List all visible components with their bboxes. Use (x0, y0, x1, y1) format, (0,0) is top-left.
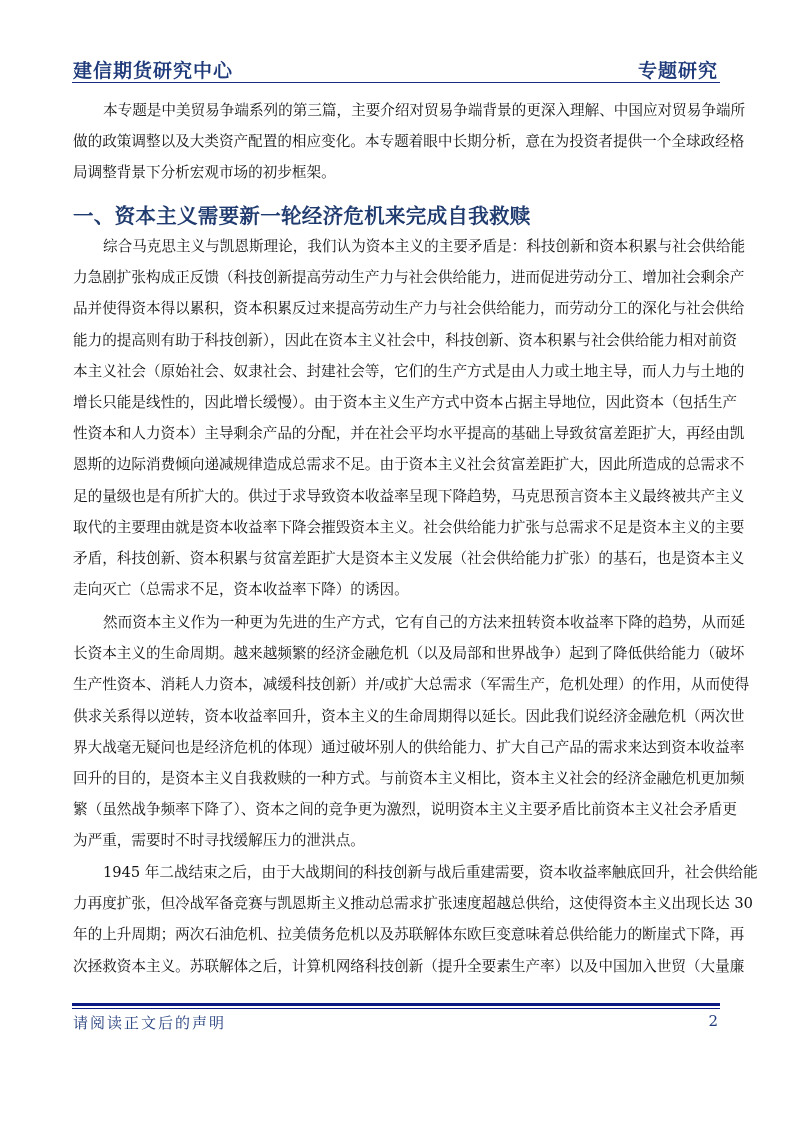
paragraph-contradiction (73, 231, 746, 605)
text-line: 本主义社会（原始社会、奴隶社会、封建社会等，它们的生产方式是由人力或土地主导，而人力与土地的 (73, 362, 745, 380)
text-line: 综合马克思主义与凯恩斯理论，我们认为资本主义的主要矛盾是：科技创新和资本积累与社会供给能 (103, 238, 746, 255)
header-divider (72, 82, 720, 83)
paragraph-crisis (73, 607, 750, 857)
footer-divider-thin (72, 1008, 720, 1009)
header-section-name: 专题研究 (637, 60, 718, 82)
text-line: 能力的提高则有助于科技创新），因此在资本主义社会中，科技创新、资本积累与社会供给能力相对前资 (73, 331, 738, 349)
text-line: 矛盾，科技创新、资本积累与贫富差距扩大是资本主义发展（社会供给能力扩张）的基石，也是资本主义 (73, 549, 745, 567)
text-line: 品并使得资本得以累积，资本积累反过来提高劳动生产力与社会供给能力，而劳动分工的深化与社会供给 (73, 300, 745, 318)
text-line: 然而资本主义作为一种更为先进的生产方式，它有自己的方法来扭转资本收益率下降的趋势，从而延 (103, 614, 746, 631)
text-line: 1945 年二战结束之后，由于大战期间的科技创新与战后重建需要，资本收益率触底回升，社会供给能 (103, 864, 758, 881)
text-line: 本专题是中美贸易争端系列的第三篇，主要介绍对贸易争端背景的更深入理解、中国应对贸易争端所 (103, 102, 746, 119)
text-line: 供求关系得以逆转，资本收益率回升，资本主义的生命周期得以延长。因此我们说经济金融危机（两次世 (73, 707, 745, 725)
text-line: 界大战毫无疑问也是经济危机的体现）通过破坏别人的供给能力、扩大自己产品的需求来达到资本收益率 (73, 738, 745, 756)
text-line: 走向灭亡（总需求不足，资本收益率下降）的诱因。 (73, 581, 409, 599)
text-line: 恩斯的边际消费倾向递减规律造成总需求不足。由于资本主义社会贫富差距扩大，因此所造成的总需求不 (73, 456, 745, 474)
text-line: 性资本和人力资本）主导剩余产品的分配，并在社会平均水平提高的基础上导致贫富差距扩大，再经由凯 (73, 425, 745, 443)
text-line: 次拯救资本主义。苏联解体之后，计算机网络科技创新（提升全要素生产率）以及中国加入世贸（大量廉 (73, 957, 745, 975)
footer-disclaimer: 请阅读正文后的声明 (73, 1014, 227, 1032)
text-line: 取代的主要理由就是资本收益率下降会摧毁资本主义。社会供给能力扩张与总需求不足是资本主义的主要 (73, 518, 745, 536)
text-line: 力再度扩张，但冷战军备竞赛与凯恩斯主义推动总需求扩张速度超越总供给，这使得资本主义出现长达 30 (73, 895, 753, 913)
text-line: 足的量级也是有所扩大的。供过于求导致资本收益率呈现下降趋势，马克思预言资本主义最终被共产主义 (73, 487, 745, 505)
text-line: 局调整背景下分析宏观市场的初步框架。 (73, 164, 336, 182)
text-line: 力急剧扩张构成正反馈（科技创新提高劳动生产力与社会供给能力，进而促进劳动分工、增加社会剩余产 (73, 269, 745, 287)
text-line: 生产性资本、消耗人力资本，减缓科技创新）并/或扩大总需求（军需生产，危机处理）的作用，从而使得 (73, 676, 750, 694)
text-line: 回升的目的，是资本主义自我救赎的一种方式。与前资本主义相比，资本主义社会的经济金融危机更加频 (73, 769, 745, 787)
text-line: 为严重，需要时不时寻找缓解压力的泄洪点。 (73, 832, 365, 850)
page-number: 2 (708, 1012, 718, 1030)
footer-divider-thick (72, 1003, 720, 1006)
section-heading: 一、资本主义需要新一轮经济危机来完成自我救赎 (73, 204, 531, 228)
text-line: 做的政策调整以及大类资产配置的相应变化。本专题着眼中长期分析，意在为投资者提供一个全球政经格 (73, 133, 745, 151)
text-line: 长资本主义的生命周期。越来越频繁的经济金融危机（以及局部和世界战争）起到了降低供给能力（破坏 (73, 645, 745, 663)
header-org-name: 建信期货研究中心 (73, 60, 234, 82)
text-line: 年的上升周期；两次石油危机、拉美债务危机以及苏联解体东欧巨变意味着总供给能力的断崖式下降，再 (73, 926, 745, 944)
text-line: 繁（虽然战争频率下降了）、资本之间的竞争更为激烈，说明资本主义主要矛盾比前资本主义社会矛盾更 (73, 801, 738, 819)
paragraph-postwar (73, 857, 758, 982)
paragraph-intro (73, 95, 746, 189)
text-line: 增长只能是线性的，因此增长缓慢）。由于资本主义生产方式中资本占据主导地位，因此资本（包括生产 (73, 393, 738, 411)
